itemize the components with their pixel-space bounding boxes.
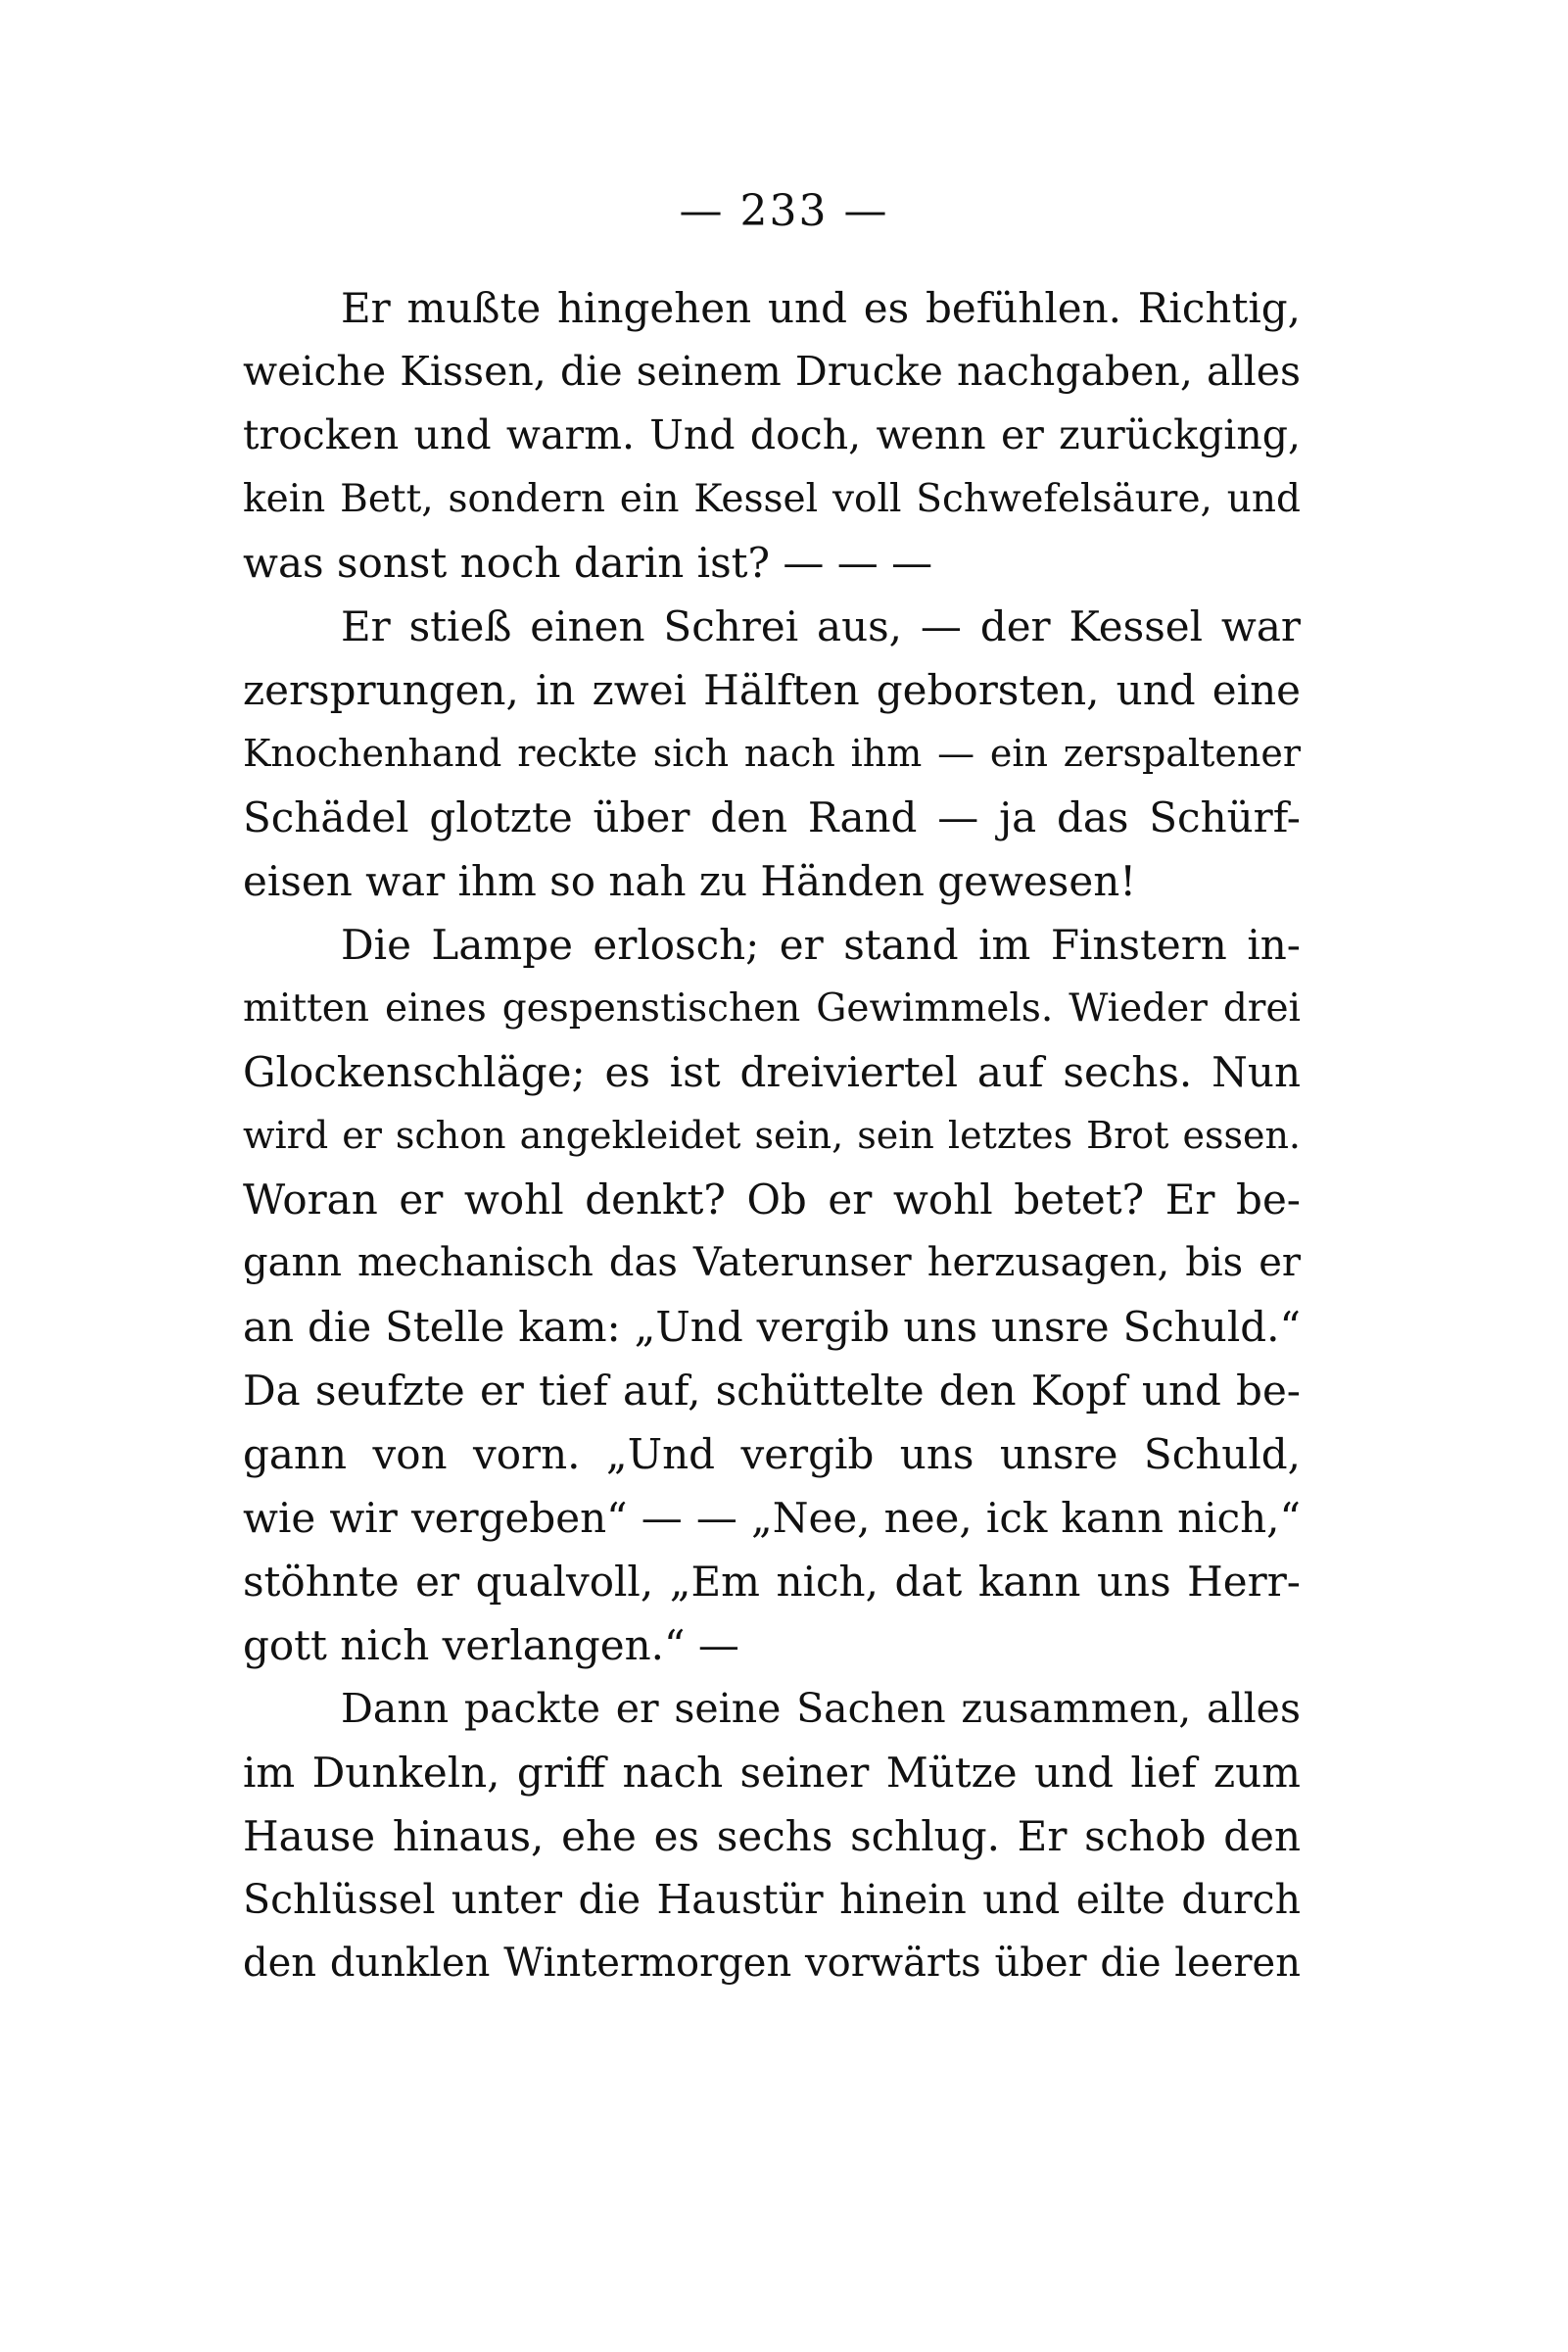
text-line: weiche Kissen, die seinem Drucke nachgaben, alles — [243, 348, 1301, 395]
text-line: Er mußte hingehen und es befühlen. Richtig, — [341, 284, 1301, 332]
text-line: Woran er wohl denkt? Ob er wohl betet? Er be- — [243, 1176, 1301, 1224]
text-line: trocken und warm. Und doch, wenn er zurückging, — [243, 411, 1301, 458]
text-line: Schlüssel unter die Haustür hinein und eilte durch — [243, 1876, 1301, 1923]
text-line: wird er schon angekleidet sein, sein letztes Brot essen. — [243, 1114, 1301, 1157]
text-line: zersprungen, in zwei Hälften geborsten, und eine — [243, 666, 1301, 714]
text-line: Die Lampe erlosch; er stand im Finstern in- — [341, 921, 1301, 969]
text-line: wie wir vergeben“ — — „Nee, nee, ick kann nich,“ — [243, 1494, 1301, 1542]
text-line: Schädel glotzte über den Rand — ja das Schürf- — [243, 793, 1301, 841]
text-line: den dunklen Wintermorgen vorwärts über die leeren — [243, 1941, 1301, 1986]
text-line: gott nich verlangen.“ — — [243, 1621, 739, 1669]
text-line: stöhnte er qualvoll, „Em nich, dat kann uns Herr- — [243, 1558, 1301, 1606]
text-line: gann mechanisch das Vaterunser herzusagen, bis er — [243, 1240, 1301, 1285]
text-line: Glockenschläge; es ist dreiviertel auf sechs. Nun — [243, 1048, 1301, 1096]
text-line: Da seufzte er tief auf, schüttelte den Kopf und be- — [243, 1367, 1301, 1415]
body-text — [243, 276, 1301, 1995]
text-line: Knochenhand reckte sich nach ihm — ein zerspaltener — [243, 732, 1301, 775]
text-line: kein Bett, sondern ein Kessel voll Schwefelsäure, und — [243, 477, 1301, 521]
text-line: Er stieß einen Schrei aus, — der Kessel war — [341, 602, 1301, 650]
text-line: was sonst noch darin ist? — — — — [243, 539, 933, 587]
text-line: im Dunkeln, griff nach seiner Mütze und lief zum — [243, 1749, 1301, 1797]
text-line: eisen war ihm so nah zu Händen gewesen! — [243, 857, 1137, 905]
page-number: — 233 — — [679, 186, 889, 236]
text-line: an die Stelle kam: „Und vergib uns unsre Schuld.“ — [243, 1303, 1301, 1351]
text-line: Dann packte er seine Sachen zusammen, alles — [341, 1685, 1301, 1732]
text-line: gann von vorn. „Und vergib uns unsre Schuld, — [243, 1430, 1301, 1478]
text-line: mitten eines gespenstischen Gewimmels. Wieder drei — [243, 986, 1301, 1031]
text-line: Hause hinaus, ehe es sechs schlug. Er schob den — [243, 1812, 1301, 1860]
